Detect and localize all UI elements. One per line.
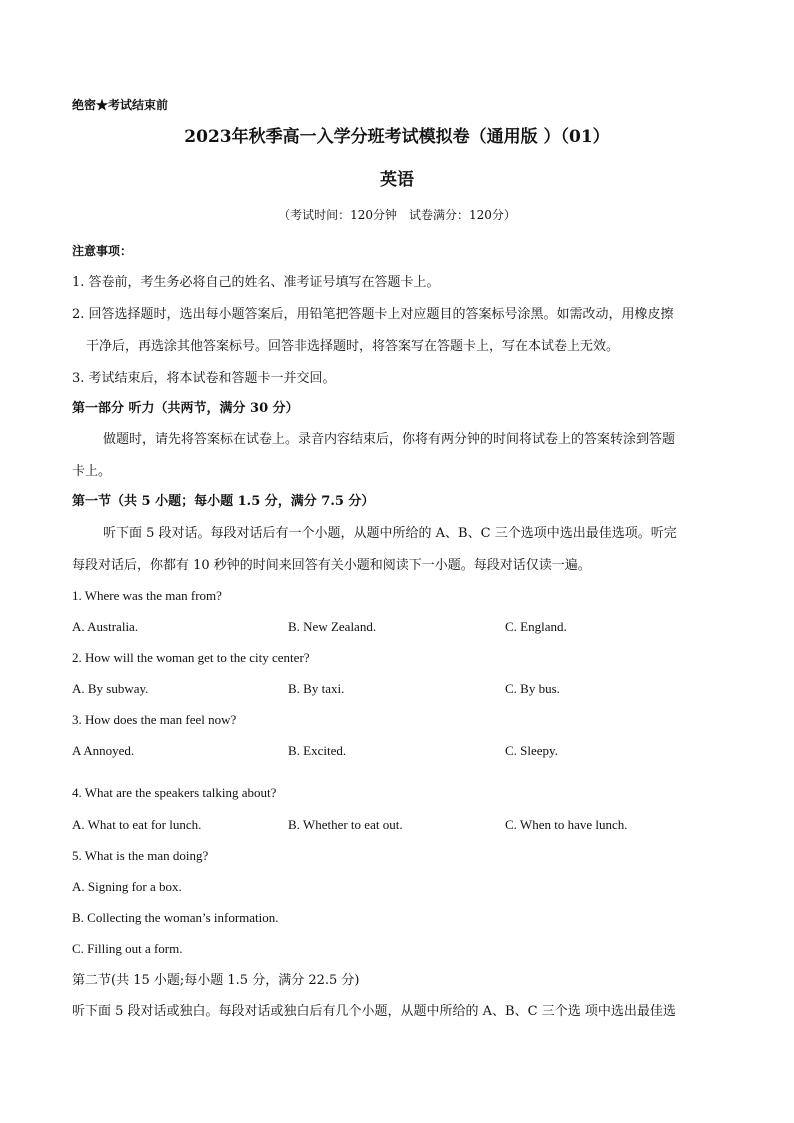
option-b: B. Collecting the woman’s information.: [72, 910, 279, 925]
part1-heading: 第一部分 听力（共两节，满分 30 分）: [72, 401, 299, 416]
section2-heading: 第二节(共 15 小题;每小题 1.5 分，满分 22.5 分): [72, 973, 360, 988]
question-stem: 2. How will the woman get to the city center?: [72, 650, 310, 665]
confidential-label: 绝密★考试结束前: [72, 98, 169, 112]
option-c: C. Filling out a form.: [72, 941, 183, 956]
option-a: A Annoyed.: [72, 743, 135, 758]
section1-intro-line-1: 听下面 5 段对话。每段对话后有一个小题，从题中所给的 A、B、C 三个选项中选出最佳选项。听完: [103, 526, 677, 541]
question-stem: 3. How does the man feel now?: [72, 712, 237, 727]
note-item-1: 1. 答卷前，考生务必将自己的姓名、准考证号填写在答题卡上。: [72, 275, 440, 290]
exam-info: （考试时间：120分钟 试卷满分：120分）: [278, 208, 516, 222]
part1-intro-line-2: 卡上。: [72, 464, 112, 479]
option-b: B. By taxi.: [288, 681, 345, 696]
option-b: B. New Zealand.: [288, 619, 377, 634]
subject-title: 英语: [380, 170, 414, 190]
option-c: C. Sleepy.: [505, 743, 558, 758]
note-item-2-line-2: 干净后，再选涂其他答案标号。回答非选择题时，将答案写在答题卡上，写在本试卷上无效。: [86, 339, 620, 354]
exam-title: 2023年秋季高一入学分班考试模拟卷（通用版 ）（01）: [184, 127, 610, 147]
question-stem: 5. What is the man doing?: [72, 848, 209, 863]
question-stem: 4. What are the speakers talking about?: [72, 785, 277, 800]
option-a: A. Signing for a box.: [72, 879, 182, 894]
option-a: A. By subway.: [72, 681, 149, 696]
note-item-2-line-1: 2. 回答选择题时，选出每小题答案后，用铅笔把答题卡上对应题目的答案标号涂黑。如需改动，用橡皮擦: [72, 307, 674, 322]
option-c: C. England.: [505, 619, 567, 634]
section1-intro-line-2: 每段对话后，你都有 10 秒钟的时间来回答有关小题和阅读下一小题。每段对话仅读一遍。: [72, 558, 591, 573]
option-a: A. Australia.: [72, 619, 139, 634]
option-b: B. Excited.: [288, 743, 347, 758]
option-a: A. What to eat for lunch.: [72, 817, 202, 832]
option-c: C. When to have lunch.: [505, 817, 628, 832]
question-stem: 1. Where was the man from?: [72, 588, 222, 603]
option-b: B. Whether to eat out.: [288, 817, 403, 832]
part1-intro-line-1: 做题时，请先将答案标在试卷上。录音内容结束后，你将有两分钟的时间将试卷上的答案转涂到答题: [103, 432, 676, 447]
notes-heading: 注意事项：: [72, 244, 133, 258]
section1-heading: 第一节（共 5 小题；每小题 1.5 分，满分 7.5 分）: [72, 494, 375, 509]
section2-intro-line-1: 听下面 5 段对话或独白。每段对话或独白后有几个小题，从题中所给的 A、B、C 三个选 项中选出最佳选: [72, 1004, 676, 1019]
option-c: C. By bus.: [505, 681, 560, 696]
note-item-3: 3. 考试结束后，将本试卷和答题卡一并交回。: [72, 371, 336, 386]
